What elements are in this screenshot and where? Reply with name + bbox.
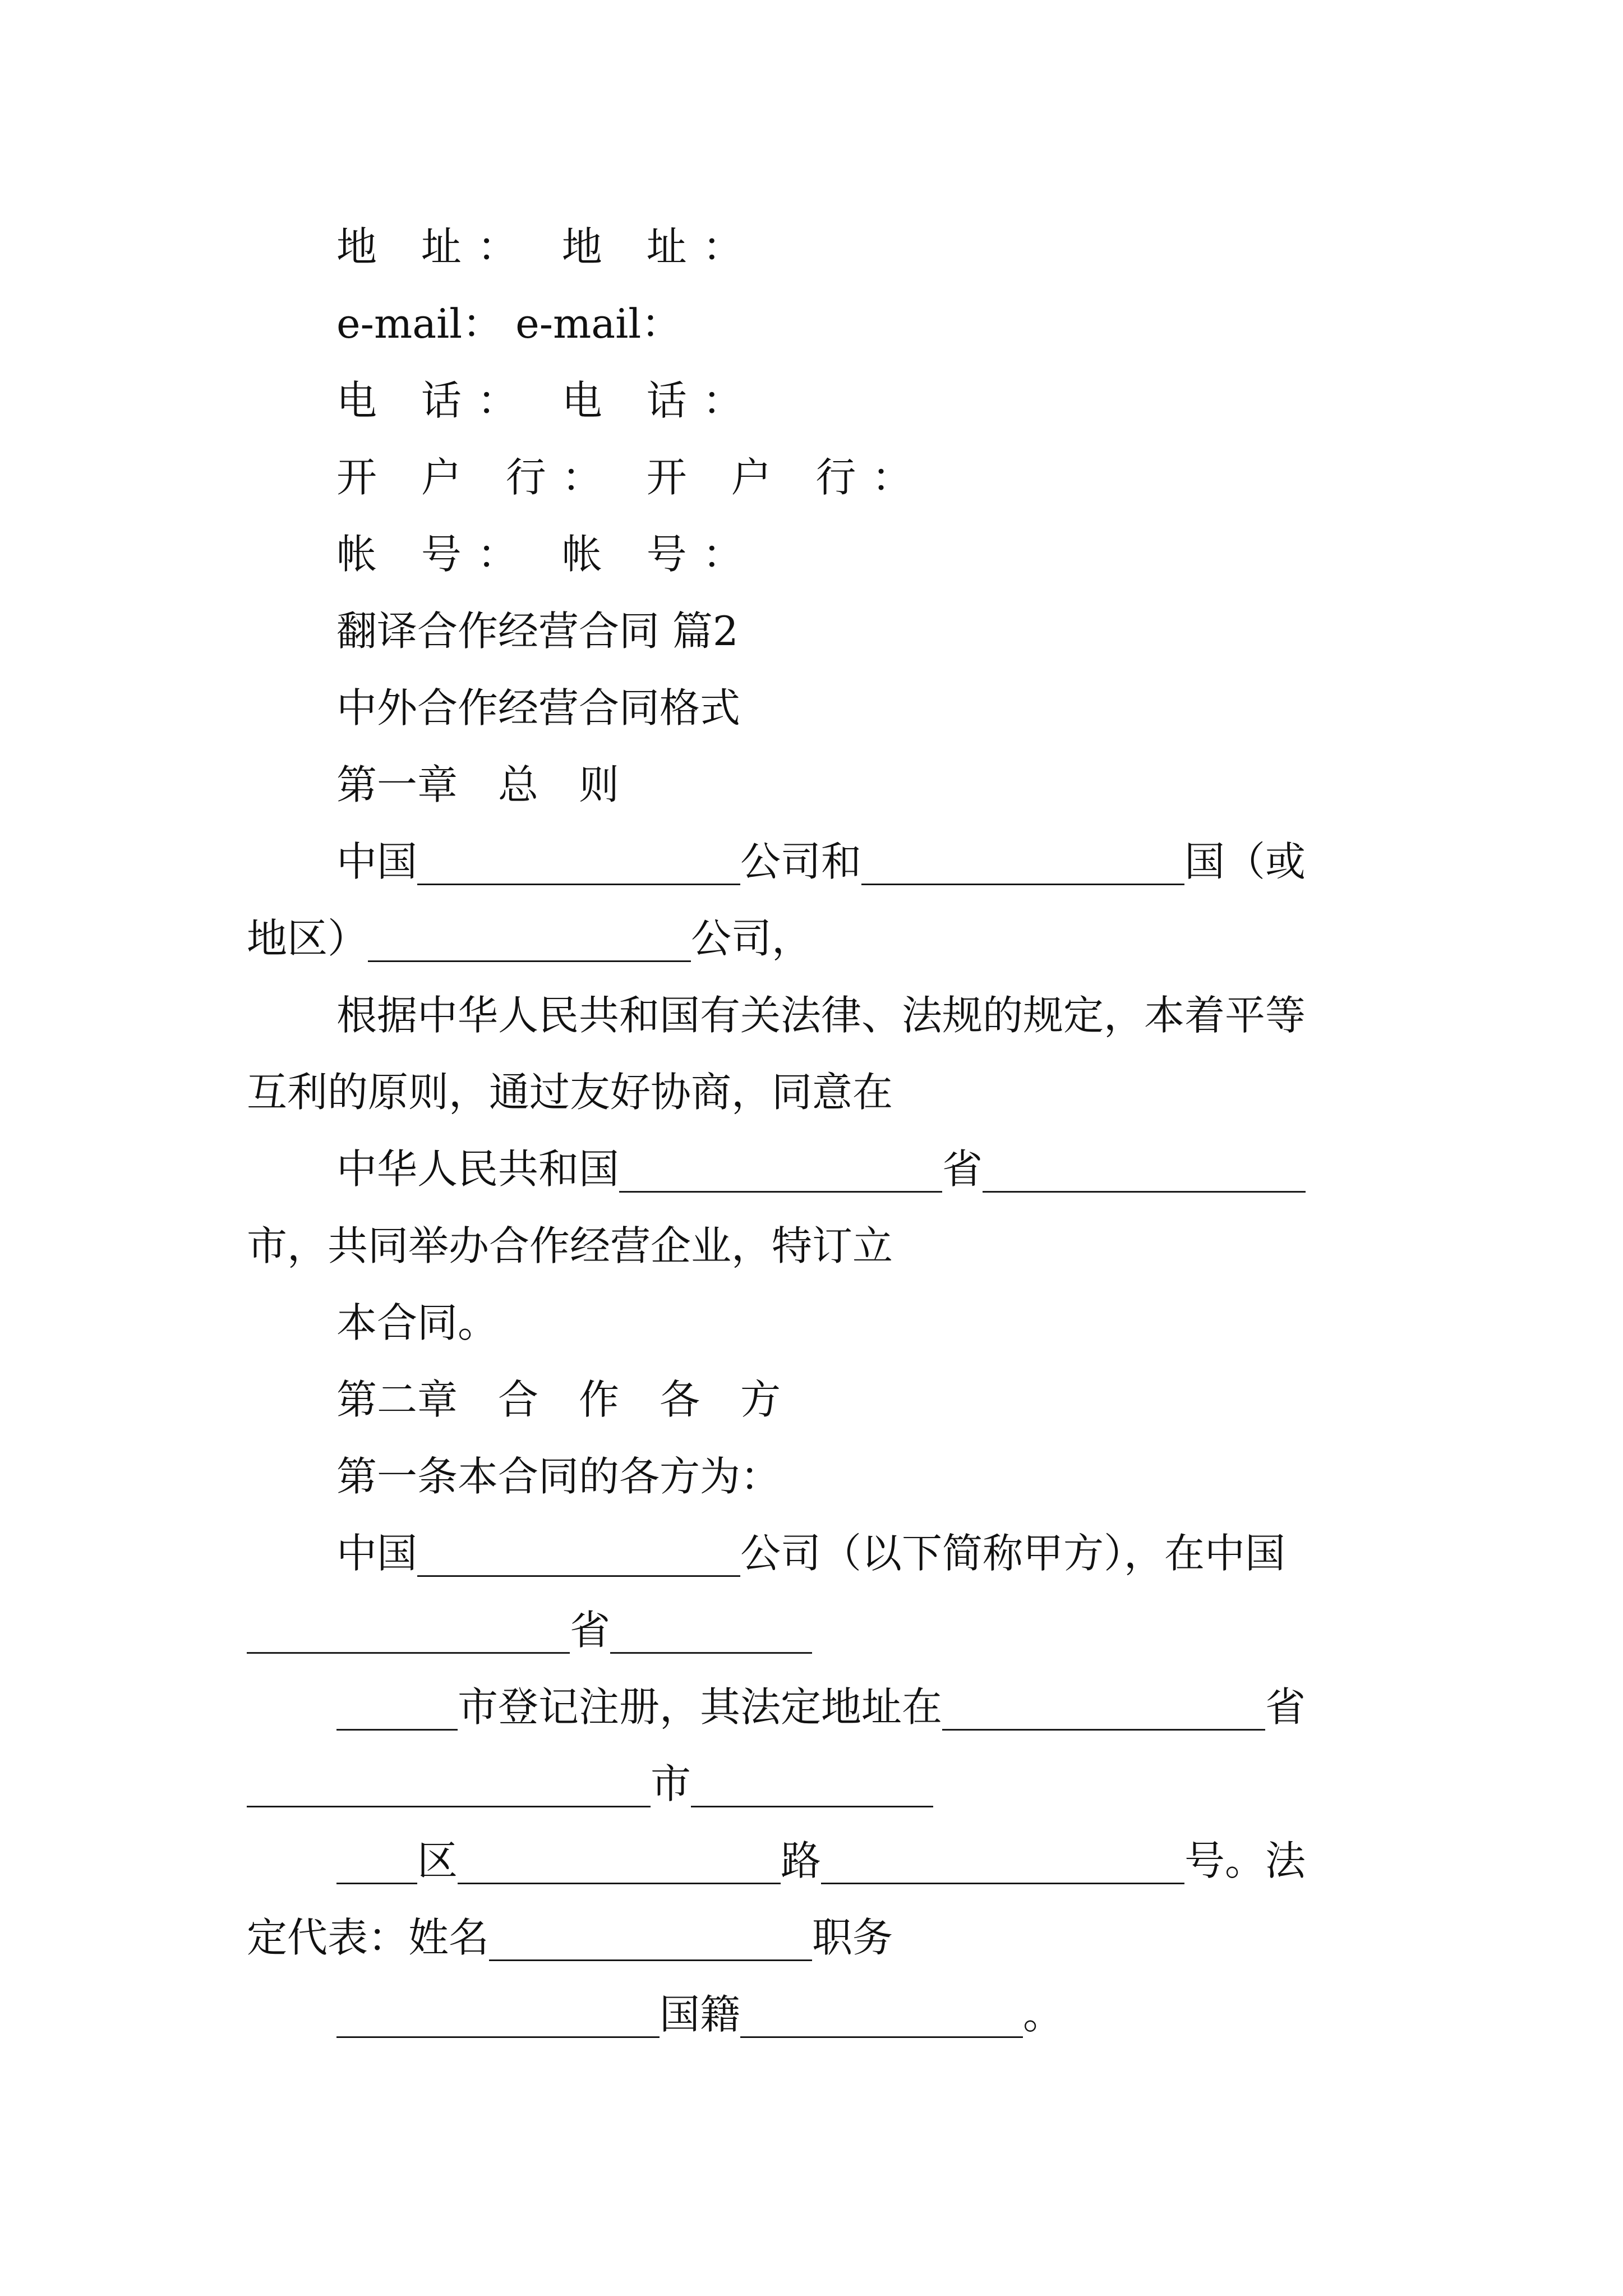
section-heading: 翻译合作经营合同 篇2	[336, 608, 739, 655]
address-line: 地 址： 地 址：	[336, 223, 759, 270]
paragraph-line: ________________国籍______________。	[336, 1991, 1063, 2038]
document-title: 中外合作经营合同格式	[336, 684, 741, 731]
document-body	[247, 209, 1391, 2053]
article-1-line: 第一条本合同的各方为：	[336, 1453, 781, 1500]
paragraph-line: 定代表：姓名________________职务	[247, 1914, 893, 1961]
phone-line: 电 话： 电 话：	[336, 377, 759, 424]
bank-line: 开 户 行： 开 户 行：	[336, 454, 928, 501]
paragraph-line: 本合同。	[336, 1299, 499, 1346]
paragraph-line: ________________省__________	[247, 1607, 812, 1654]
paragraph-line: 地区）________________公司，	[247, 915, 813, 962]
paragraph-line: 中华人民共和国________________省________________	[336, 1145, 1306, 1193]
paragraph-line: 市，共同举办合作经营企业，特订立	[247, 1222, 893, 1269]
account-line: 帐 号： 帐 号：	[336, 531, 759, 578]
paragraph-line: 根据中华人民共和国有关法律、法规的规定，本着平等	[336, 992, 1306, 1039]
paragraph-line: 中国________________公司和________________国（或	[336, 838, 1306, 885]
chapter-1-heading: 第一章 总 则	[336, 761, 620, 808]
paragraph-line: ____区________________路__________________号。法	[336, 1837, 1306, 1884]
paragraph-line: 中国________________公司（以下简称甲方），在中国	[336, 1530, 1286, 1577]
chapter-2-heading: 第二章 合 作 各 方	[336, 1376, 781, 1423]
paragraph-line: 互利的原则，通过友好协商，同意在	[247, 1069, 893, 1116]
email-line: e-mail： e-mail：	[336, 300, 682, 347]
paragraph-line: ______市登记注册，其法定地址在________________省	[336, 1683, 1306, 1731]
paragraph-line: ____________________市____________	[247, 1760, 933, 1807]
